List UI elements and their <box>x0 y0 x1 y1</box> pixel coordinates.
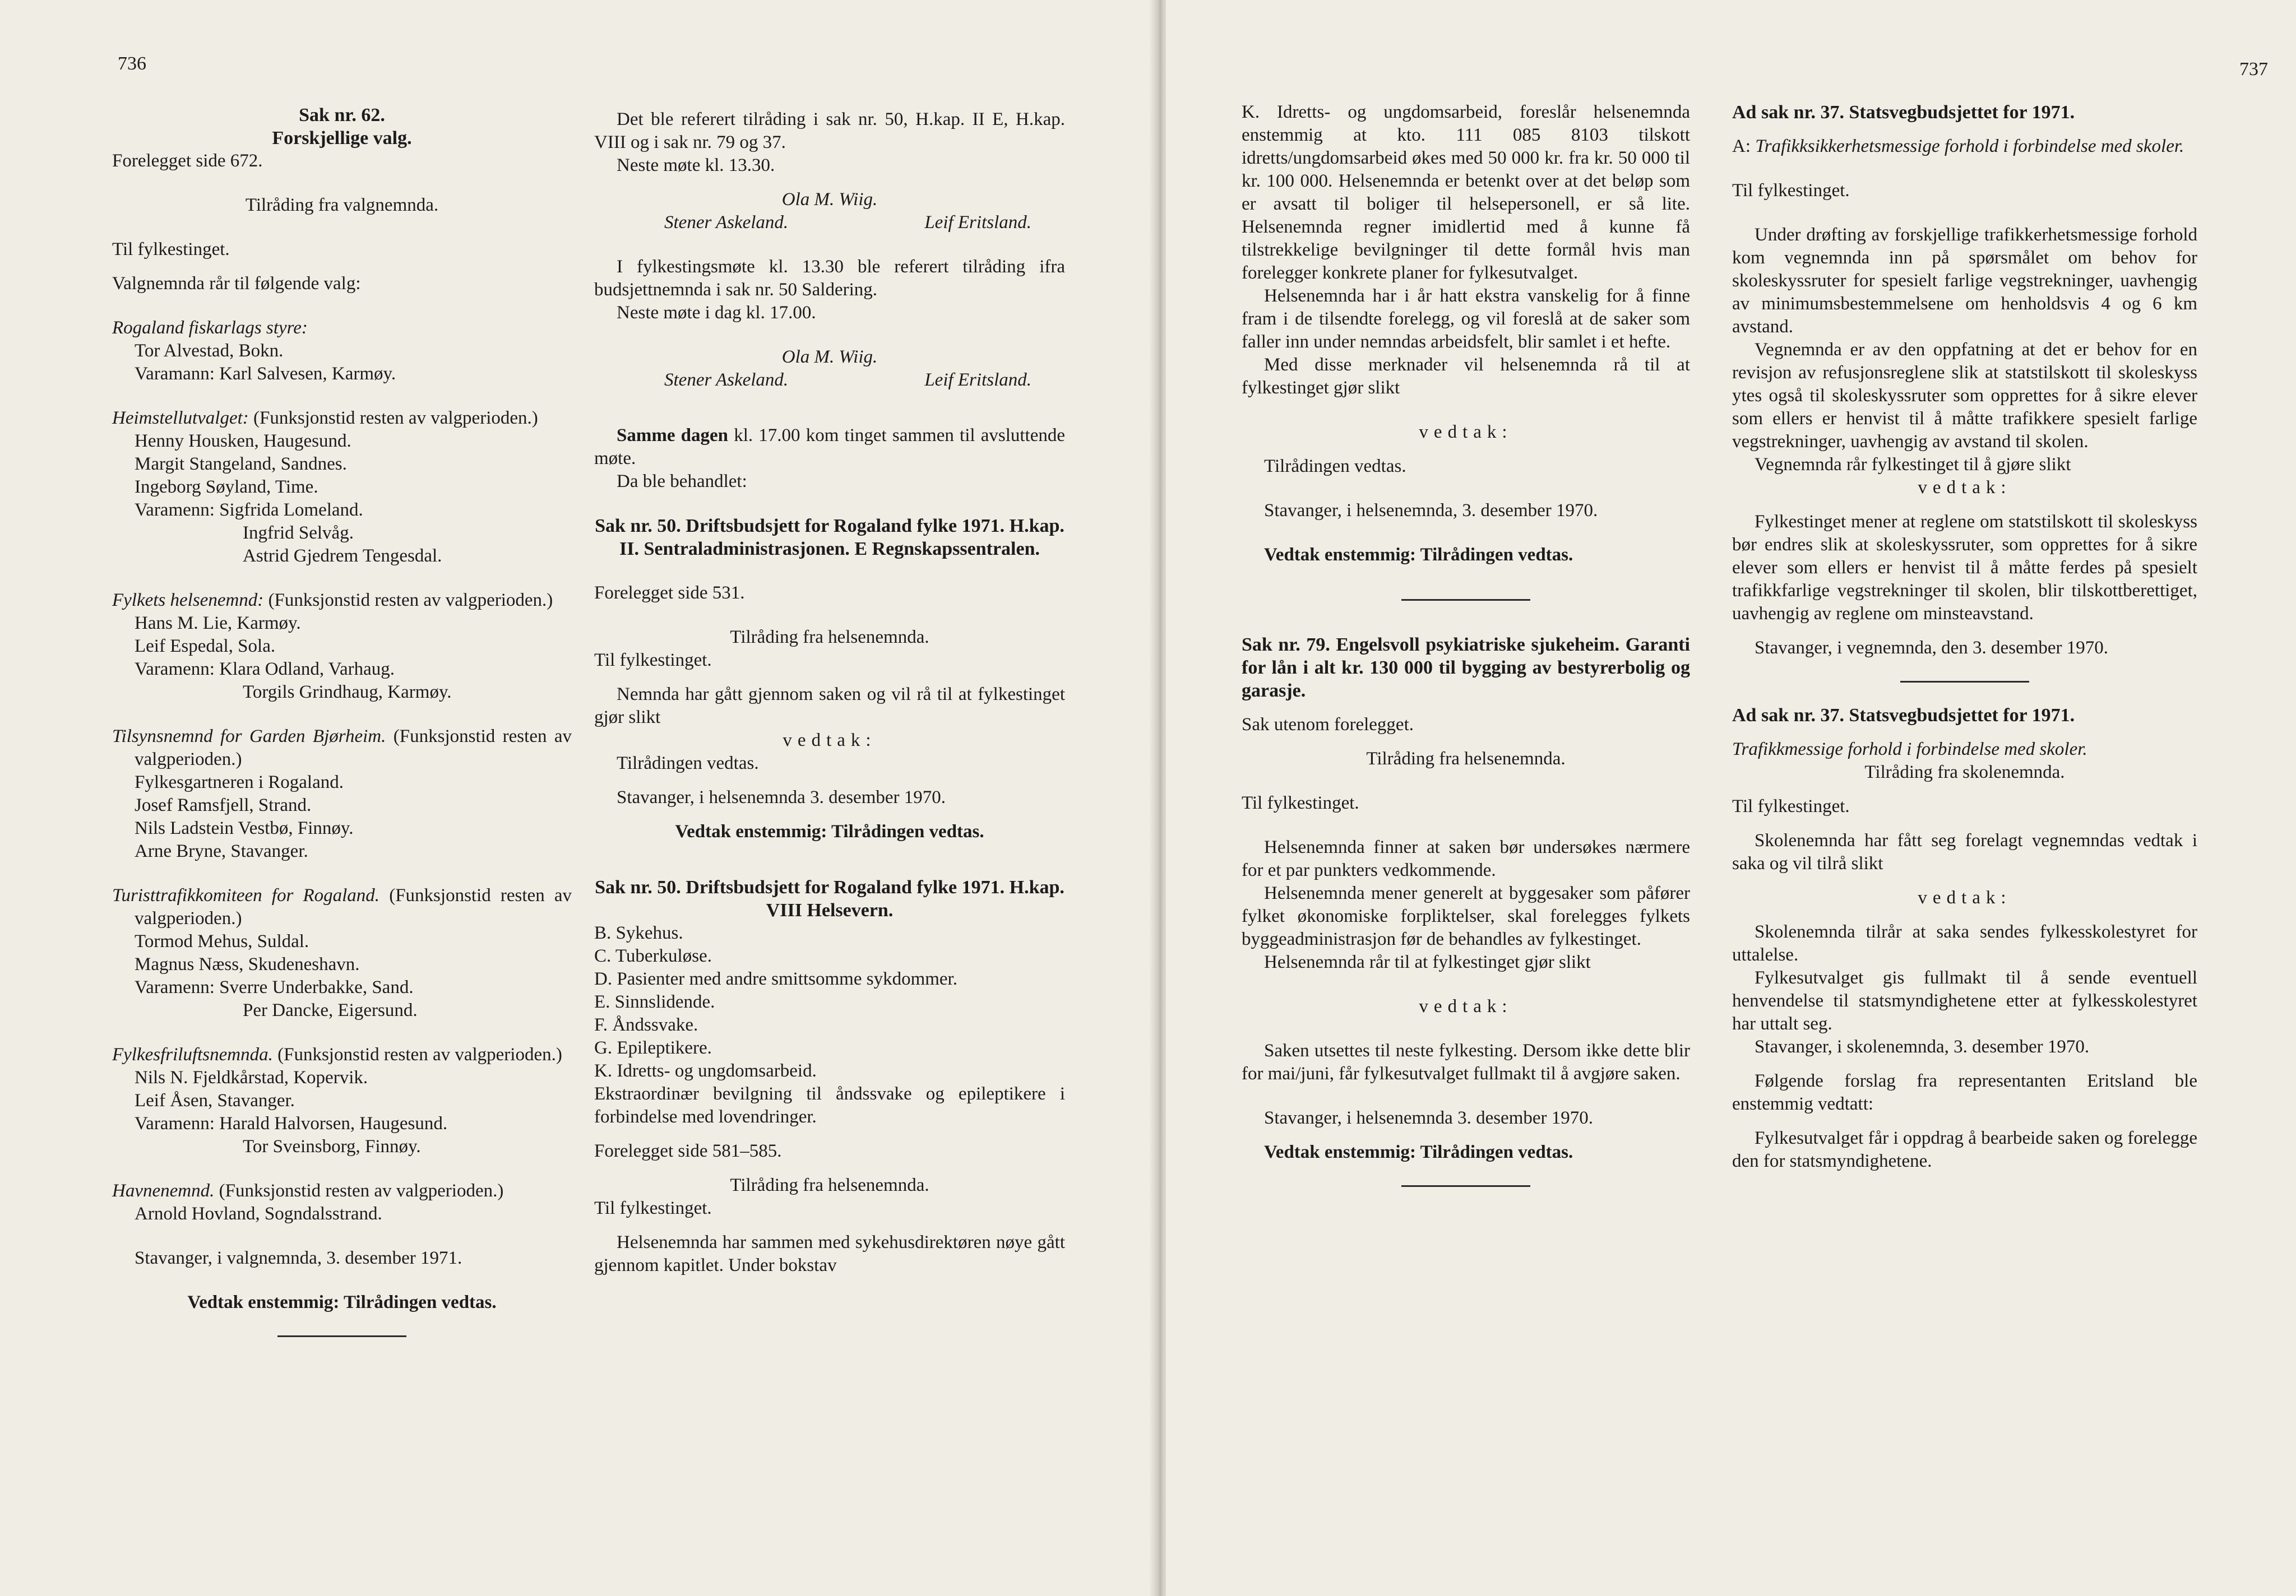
place-date: Stavanger, i skolenemnda, 3. desember 1970. <box>1755 1037 2090 1057</box>
vedtak-word: vedtak: <box>1419 996 1513 1017</box>
behandlet-text: Da ble behandlet: <box>617 471 747 491</box>
ad-sak-37-heading: Ad sak nr. 37. Statsvegbudsjettet for 1971. <box>1732 102 2075 123</box>
tilrading-helsenemnda: Tilråding fra helsenemnda. <box>730 1175 929 1195</box>
tilrading-skolenemnda: Tilråding fra skolenemnda. <box>1864 762 2065 782</box>
til-fylkestinget: Til fylkestinget. <box>1242 793 1359 813</box>
havnenemnd-term: (Funksjonstid resten av valgperioden.) <box>214 1181 504 1201</box>
nemnda-text: Nemnda har gått gjennom saken og vil rå til at fylkestinget gjør slikt <box>594 684 1065 727</box>
signature-name: Leif Eritsland. <box>924 212 1031 233</box>
vedtak-word: vedtak: <box>783 730 877 750</box>
helsenemnd-member: Torgils Grindhaug, Karmøy. <box>243 682 452 702</box>
merknader-text: Med disse merknader vil helsenemnda rå til at fylkestinget gjør slikt <box>1242 355 1690 398</box>
turisttrafikk-heading <box>112 884 572 930</box>
friluftsnemnda-member: Tor Sveinsborg, Finnøy. <box>243 1136 421 1157</box>
turisttrafikk-member: Varamenn: Sverre Underbakke, Sand. <box>135 977 414 998</box>
turisttrafikk-member: Tormod Mehus, Suldal. <box>135 931 309 952</box>
vedtak-line: Vedtak enstemmig: Tilrådingen vedtas. <box>1264 545 1573 565</box>
signature-name: Ola M. Wiig. <box>781 189 878 210</box>
section-rule <box>277 1335 406 1337</box>
helsenemnda-mener: Helsenemnda mener generelt at byggesaker som påfører fylket økonomiske forpliktelser, skal forelegges fylkets byggeadministrasjon før de behandles av fylkestinget. <box>1242 883 1690 949</box>
right-column-2 <box>1732 101 2197 1173</box>
heimstell-member: Varamenn: Sigfrida Lomeland. <box>135 500 363 520</box>
havnenemnd-name: Havnenemnd. <box>112 1181 215 1201</box>
neste-mote: Neste møte i dag kl. 17.00. <box>617 303 816 323</box>
signature-row <box>594 211 1065 234</box>
section-a <box>1732 135 2197 158</box>
list-item: B. Sykehus. <box>594 923 683 943</box>
signature-row <box>594 369 1065 392</box>
place-date: Stavanger, i helsenemnda 3. desember 1970. <box>617 787 946 808</box>
til-fylkestinget: Til fylkestinget. <box>1732 180 1850 201</box>
place-date: Stavanger, i valgnemnda, 3. desember 1971. <box>135 1248 462 1268</box>
forslag-text: Følgende forslag fra representanten Eritsland ble enstemmig vedtatt: <box>1732 1071 2197 1114</box>
valg-intro: Valgnemnda rår til følgende valg: <box>112 273 361 294</box>
helsenemnd-term: (Funksjonstid resten av valgperioden.) <box>263 590 553 610</box>
skolenemnda-text: Skolenemnda har fått seg forelagt vegnemndas vedtak i saka og vil tilrå slikt <box>1732 831 2197 874</box>
drofting-text: Under drøfting av forskjellige trafikkerhetsmessige forhold kom vegnemnda inn på spørsmålet om behov for skoleskyssruter for spesielt farlige vegstrekninger, uavhengig av minimumsbestemmelsene om henholdsvis 4 og 6 km avstand. <box>1732 225 2197 337</box>
tilsynsnemnd-name: Tilsynsnemnd for Garden Bjørheim. <box>112 726 386 746</box>
til-fylkestinget: Til fylkestinget. <box>112 239 230 259</box>
tilsynsnemnd-member: Arne Bryne, Stavanger. <box>135 841 308 861</box>
right-page <box>1166 0 2296 1596</box>
tilsynsnemnd-member: Fylkesgartneren i Rogaland. <box>135 772 344 792</box>
heimstell-heading <box>112 407 572 430</box>
fylkestinget-mener: Fylkestinget mener at reglene om statstilskott til skoleskyss bør endres slik at skoleskyssruter, som opprettes for å sikre elever som ellers er henvist til å måtte ferdes på spesielt trafikkfarlige vegstrekninger til skolen, blir tilskottberettiget, uavhengig av reglene om minsteavstand. <box>1732 512 2197 624</box>
forelegget-text: Forelegget side 672. <box>112 151 263 171</box>
heimstell-member: Henny Housken, Haugesund. <box>135 431 351 451</box>
heimstell-member: Margit Stangeland, Sandnes. <box>135 454 347 474</box>
tilsynsnemnd-term: (Funksjonstid resten av valgperioden.) <box>135 726 572 769</box>
vedtak-word: vedtak: <box>1419 422 1513 442</box>
forelegget-text: Forelegget side 581–585. <box>594 1141 782 1161</box>
vegnemnda-oppfatning: Vegnemnda er av den oppfatning at det er behov for en revisjon av refusjonsreglene slik at statstilskott til skoleskyss ytes også til skoleskyssruter som opprettes for å sikre elever som ellers er henvist til å måtte trafikkere spesielt farlige vegstrekninger, uavhengig av avstand til skolen. <box>1732 340 2197 452</box>
place-date: Stavanger, i vegnemnda, den 3. desember 1970. <box>1755 638 2108 658</box>
sak-79-heading: Sak nr. 79. Engelsvoll psykiatriske sjukeheim. Garanti for lån i alt kr. 130 000 til bygging av bestyrerbolig og garasje. <box>1242 634 1690 701</box>
sak-50-heading: Sak nr. 50. Driftsbudsjett for Rogaland fylke 1971. H.kap. II. Sentraladministrasjonen. E Regnskapssentralen. <box>595 516 1064 559</box>
page-number-right: 737 <box>2239 59 2268 80</box>
ekstraordinaer-text: Ekstraordinær bevilgning til åndssvake og epileptikere i forbindelse med lovendringer. <box>594 1084 1065 1127</box>
sak-50-helsevern-heading: Sak nr. 50. Driftsbudsjett for Rogaland fylke 1971. H.kap. VIII Helsevern. <box>595 877 1064 921</box>
vedtak-word: vedtak: <box>1918 888 2012 908</box>
list-item: F. Åndssvake. <box>594 1015 698 1035</box>
friluftsnemnda-term: (Funksjonstid resten av valgperioden.) <box>272 1045 562 1065</box>
turisttrafikk-member: Magnus Næss, Skudeneshavn. <box>135 954 360 975</box>
sak-62-title: Sak nr. 62. <box>299 105 385 126</box>
heimstell-member: Astrid Gjedrem Tengesdal. <box>243 546 442 566</box>
heimstell-term: (Funksjonstid resten av valgperioden.) <box>248 408 538 428</box>
section-b-title: Trafikkmessige forhold i forbindelse med skoler. <box>1732 739 2087 759</box>
tilsynsnemnd-member: Nils Ladstein Vestbø, Finnøy. <box>135 818 354 838</box>
vedtak-line: Vedtak enstemmig: Tilrådingen vedtas. <box>1264 1142 1573 1162</box>
helsenemnda-text: Helsenemnda har i år hatt ekstra vanskelig for å finne fram i de tilsendte forelegg, og vil foreslå at de saker som faller inn under nemndas arbeidsfelt, blir samlet i et hefte. <box>1242 286 1690 352</box>
saken-utsettes: Saken utsettes til neste fylkesting. Dersom ikke dette blir for mai/juni, får fylkesutvalget fullmakt til å avgjøre saken. <box>1242 1041 1690 1084</box>
heimstell-member: Ingfrid Selvåg. <box>243 523 354 543</box>
page-number-left: 736 <box>118 53 146 74</box>
helsenemnd-heading <box>112 589 572 612</box>
list-item: E. Sinnslidende. <box>594 992 715 1012</box>
heimstell-member: Ingeborg Søyland, Time. <box>135 477 318 497</box>
section-rule <box>1401 1185 1530 1187</box>
tilradingen-vedtas: Tilrådingen vedtas. <box>1264 456 1406 476</box>
havnenemnd-member: Arnold Hovland, Sogndalsstrand. <box>135 1204 382 1224</box>
heimstell-name: Heimstellutvalget: <box>112 408 249 428</box>
til-fylkestinget: Til fylkestinget. <box>594 1198 712 1218</box>
helsenemnda-text: Helsenemnda har sammen med sykehusdirektøren nøye gått gjennom kapitlet. Under bokstav <box>594 1232 1065 1275</box>
sak-utenom: Sak utenom forelegget. <box>1242 715 1414 735</box>
place-date: Stavanger, i helsenemnda 3. desember 1970. <box>1264 1108 1594 1128</box>
fiskarlag-member: Varamann: Karl Salvesen, Karmøy. <box>135 364 396 384</box>
list-item: D. Pasienter med andre smittsomme sykdommer. <box>594 969 957 989</box>
fylkestingsmote-text: I fylkestingsmøte kl. 13.30 ble referert tilråding ifra budsjettnemnda i sak nr. 50 Saldering. <box>594 257 1065 300</box>
list-item: C. Tuberkuløse. <box>594 946 712 966</box>
helsenemnd-member: Leif Espedal, Sola. <box>135 636 276 656</box>
tilrading-valgnemnda: Tilråding fra valgnemnda. <box>245 195 439 215</box>
skolenemnda-tilrar: Skolenemnda tilrår at saka sendes fylkesskolestyret for uttalelse. <box>1732 922 2197 965</box>
tilsynsnemnd-heading <box>112 725 572 771</box>
helsenemnd-member: Varamenn: Klara Odland, Varhaug. <box>135 659 395 679</box>
fylkesutvalget-oppdrag: Fylkesutvalget får i oppdrag å bearbeide saken og forelegge den for statsmyndighetene. <box>1732 1128 2197 1171</box>
vedtak-line: Vedtak enstemmig: Tilrådingen vedtas. <box>675 822 984 842</box>
tilrading-helsenemnda: Tilråding fra helsenemnda. <box>730 627 929 647</box>
vegnemnda-rar: Vegnemnda rår fylkestinget til å gjøre slikt <box>1755 454 2071 475</box>
friluftsnemnda-member: Nils N. Fjeldkårstad, Kopervik. <box>135 1068 368 1088</box>
right-column-1 <box>1242 101 1690 1187</box>
signature-name: Ola M. Wiig. <box>781 347 878 367</box>
sak-62-subtitle: Forskjellige valg. <box>272 128 412 149</box>
ad-sak-37-heading: Ad sak nr. 37. Statsvegbudsjettet for 1971. <box>1732 705 2075 726</box>
fiskarlag-member: Tor Alvestad, Bokn. <box>135 341 284 361</box>
vedtak-word: vedtak: <box>1918 477 2012 498</box>
samme-dagen-rest: kl. 17.00 kom tinget sammen til avsluttende møte. <box>594 425 1065 468</box>
helsenemnd-member: Hans M. Lie, Karmøy. <box>135 613 301 633</box>
forelegget-text: Forelegget side 531. <box>594 583 745 603</box>
samme-dagen-label: Samme dagen <box>617 425 729 446</box>
neste-mote: Neste møte kl. 13.30. <box>617 155 775 175</box>
friluftsnemnda-name: Fylkesfriluftsnemnda. <box>112 1045 273 1065</box>
signature-name: Leif Eritsland. <box>924 370 1031 390</box>
turisttrafikk-member: Per Dancke, Eigersund. <box>243 1000 418 1020</box>
friluftsnemnda-member: Varamenn: Harald Halvorsen, Haugesund. <box>135 1114 448 1134</box>
vedtak-line: Vedtak enstemmig: Tilrådingen vedtas. <box>187 1292 497 1312</box>
place-date: Stavanger, i helsenemnda, 3. desember 1970. <box>1264 500 1598 521</box>
tilradingen-vedtas: Tilrådingen vedtas. <box>617 753 759 773</box>
list-item: K. Idretts- og ungdomsarbeid. <box>594 1061 817 1081</box>
turisttrafikk-term: (Funksjonstid resten av valgperioden.) <box>135 885 572 929</box>
left-column-2 <box>594 108 1065 1277</box>
fiskarlag-heading: Rogaland fiskarlags styre: <box>112 318 308 338</box>
samme-dagen-text <box>594 424 1065 470</box>
idretts-text: K. Idretts- og ungdomsarbeid, foreslår helsenemnda enstemmig at kto. 111 085 8103 tilskott idretts/ungdomsarbeid økes med 50 000 kr. fra kr. 50 000 til kr. 100 000. Helsenemnda er betenkt over at det beløp som er avsatt til boliger til helsepersonell, er så lite. Helsenemnda regner imidlertid med å kunne få tilstrekkelige bevilgninger til dette formål hvis man forelegger konkrete planer for fylkesutvalget. <box>1242 102 1690 283</box>
signature-name: Stener Askeland. <box>664 370 789 390</box>
til-fylkestinget: Til fylkestinget. <box>594 650 712 670</box>
havnenemnd-heading <box>112 1180 572 1203</box>
til-fylkestinget: Til fylkestinget. <box>1732 796 1850 816</box>
section-a-label: A: <box>1732 136 1756 156</box>
friluftsnemnda-heading <box>112 1043 572 1066</box>
friluftsnemnda-member: Leif Åsen, Stavanger. <box>135 1091 295 1111</box>
section-a-title: Trafikksikkerhetsmessige forhold i forbindelse med skoler. <box>1755 136 2184 156</box>
referert-text: Det ble referert tilråding i sak nr. 50, H.kap. II E, H.kap. VIII og i sak nr. 79 og 37. <box>594 109 1065 152</box>
signature-name: Stener Askeland. <box>664 212 789 233</box>
helsenemnda-rar: Helsenemnda rår til at fylkestinget gjør slikt <box>1264 952 1591 972</box>
helsenemnda-finner: Helsenemnda finner at saken bør undersøkes nærmere for et par punkters vedkommende. <box>1242 837 1690 880</box>
list-item: G. Epileptikere. <box>594 1038 712 1058</box>
helsenemnd-name: Fylkets helsenemnd: <box>112 590 264 610</box>
fylkesutvalget-fullmakt: Fylkesutvalget gis fullmakt til å sende eventuell henvendelse til statsmyndighetene etter at fylkesskolestyret har uttalt seg. <box>1732 968 2197 1034</box>
turisttrafikk-name: Turisttrafikkomiteen for Rogaland. <box>112 885 380 906</box>
tilrading-helsenemnda: Tilråding fra helsenemnda. <box>1366 749 1566 769</box>
left-column-1 <box>112 104 572 1337</box>
tilsynsnemnd-member: Josef Ramsfjell, Strand. <box>135 795 312 815</box>
